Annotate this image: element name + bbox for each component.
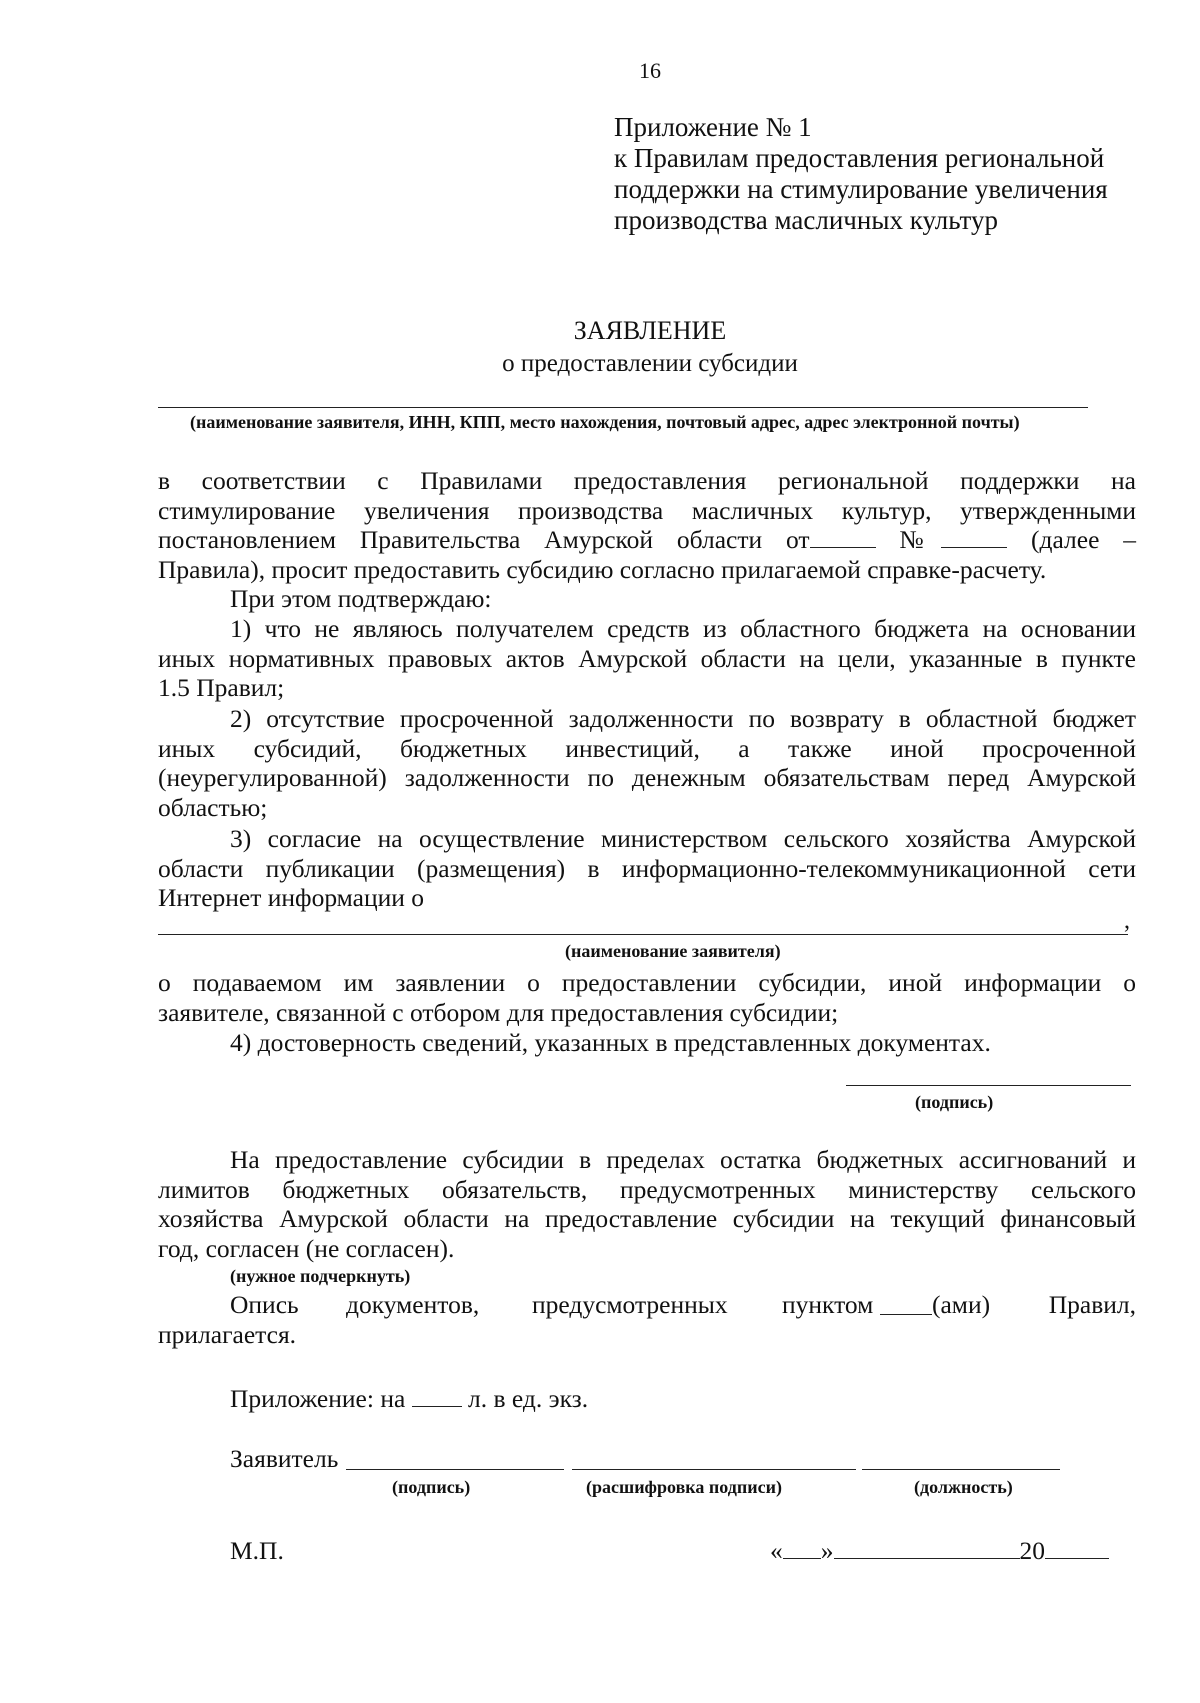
text-fragment: л. в ед. экз. xyxy=(468,1384,589,1413)
seal-label: М.П. xyxy=(230,1536,284,1565)
attachment-line xyxy=(158,1384,1136,1414)
text-line xyxy=(158,525,1136,555)
number-blank xyxy=(941,525,1007,548)
page-number: 16 xyxy=(639,58,661,83)
text-line: 1) что не являюсь получателем средств из областного бюджета на основании xyxy=(230,614,1136,643)
document-subtitle: о предоставлении субсидии xyxy=(502,350,798,377)
year-blank xyxy=(1045,1536,1109,1559)
text-fragment: Правил, xyxy=(1048,1290,1136,1319)
caption-signature-decode: (расшифровка подписи) xyxy=(586,1477,782,1497)
clause-blank xyxy=(880,1292,932,1315)
signature-decode-line xyxy=(572,1469,856,1470)
underline-note: (нужное подчеркнуть) xyxy=(230,1266,411,1286)
text-fragment: (далее – xyxy=(1031,525,1136,554)
text-line: хозяйства Амурской области на предоставление субсидии на текущий финансовый xyxy=(158,1204,1136,1233)
text-line xyxy=(158,1290,1136,1320)
text-fragment: № xyxy=(899,525,942,554)
item-3-continued xyxy=(158,968,1136,1027)
text-fragment: Опись xyxy=(230,1290,299,1319)
annex-line: Приложение № 1 xyxy=(614,112,812,142)
inventory-paragraph xyxy=(158,1290,1136,1350)
annex-line: поддержки на стимулирование увеличения xyxy=(614,174,1108,204)
text-line: иных нормативных правовых актов Амурской области на цели, указанные в пункте xyxy=(158,643,1136,673)
applicant-name-line-2 xyxy=(158,934,1128,935)
consent-paragraph xyxy=(158,1145,1136,1263)
text-line: области публикации (размещения) в информационно-телекоммуникационной сети xyxy=(158,853,1136,883)
text-line: заявителе, связанной с отбором для предоставления субсидии; xyxy=(158,997,839,1027)
caption-position: (должность) xyxy=(914,1477,1013,1497)
item-4: 4) достоверность сведений, указанных в представленных документах. xyxy=(230,1028,991,1057)
annex-line: производства масличных культур xyxy=(614,205,998,235)
comma: , xyxy=(1124,908,1130,934)
annex-header xyxy=(614,112,1108,236)
item-1 xyxy=(158,614,1136,703)
applicant-caption: (наименование заявителя, ИНН, КПП, место нахождения, почтовый адрес, адрес электронной почты) xyxy=(190,412,1020,432)
item-2 xyxy=(158,704,1136,822)
text-line: в соответствии с Правилами предоставления региональной поддержки на xyxy=(158,466,1136,495)
text-fragment: (ами) xyxy=(932,1290,991,1319)
text-line: 1.5 Правил; xyxy=(158,673,285,702)
applicant-label: Заявитель xyxy=(230,1444,339,1473)
quote-close: » xyxy=(820,1536,834,1565)
text-line: На предоставление субсидии в пределах остатка бюджетных ассигнований и xyxy=(230,1145,1136,1174)
annex-line: к Правилам предоставления региональной xyxy=(614,143,1105,173)
year-prefix: 20 xyxy=(1019,1536,1045,1565)
text-fragment: постановлением Правительства Амурской области от xyxy=(158,525,810,554)
date-field xyxy=(770,1536,1140,1566)
confirm-heading: При этом подтверждаю: xyxy=(230,584,492,613)
date-blank xyxy=(810,525,876,548)
text-line: стимулирование увеличения производства масличных культур, утвержденными xyxy=(158,495,1136,525)
text-fragment: пунктом xyxy=(782,1290,874,1319)
signature-line xyxy=(846,1085,1131,1086)
text-line: Интернет информации о xyxy=(158,883,425,912)
caption-signature: (подпись) xyxy=(392,1477,471,1497)
text-line: о подаваемом им заявлении о предоставлении субсидии, иной информации о xyxy=(158,968,1136,997)
signature-caption: (подпись) xyxy=(915,1092,994,1112)
text-line: лимитов бюджетных обязательств, предусмотренных министерству сельского xyxy=(158,1174,1136,1204)
document-title: ЗАЯВЛЕНИЕ xyxy=(573,316,727,345)
pages-blank xyxy=(412,1384,462,1407)
text-line: областью; xyxy=(158,792,268,822)
applicant-caption-2: (наименование заявителя) xyxy=(565,941,781,961)
applicant-signature-line xyxy=(346,1469,564,1470)
applicant-name-line xyxy=(158,407,1088,408)
text-line: прилагается. xyxy=(158,1320,297,1349)
intro-paragraph xyxy=(158,466,1136,584)
text-line: 2) отсутствие просроченной задолженности по возврату в областной бюджет xyxy=(230,704,1136,733)
text-line: иных субсидий, бюджетных инвестиций, а также иной просроченной xyxy=(158,733,1136,763)
text-fragment: предусмотренных xyxy=(532,1290,728,1319)
quote-open: « xyxy=(770,1536,783,1565)
position-line xyxy=(862,1469,1060,1470)
text-fragment: Приложение: на xyxy=(230,1384,406,1413)
text-fragment: документов, xyxy=(346,1290,480,1319)
day-blank xyxy=(783,1536,821,1559)
text-line: (неурегулированной) задолженности по денежным обязательствам перед Амурской xyxy=(158,763,1136,792)
text-line: год, согласен (не согласен). xyxy=(158,1233,455,1263)
text-line: 3) согласие на осуществление министерством сельского хозяйства Амурской xyxy=(230,824,1136,853)
month-blank xyxy=(834,1536,1020,1559)
item-3 xyxy=(158,824,1136,913)
text-line: Правила), просит предоставить субсидию согласно прилагаемой справке-расчету. xyxy=(158,554,1047,584)
